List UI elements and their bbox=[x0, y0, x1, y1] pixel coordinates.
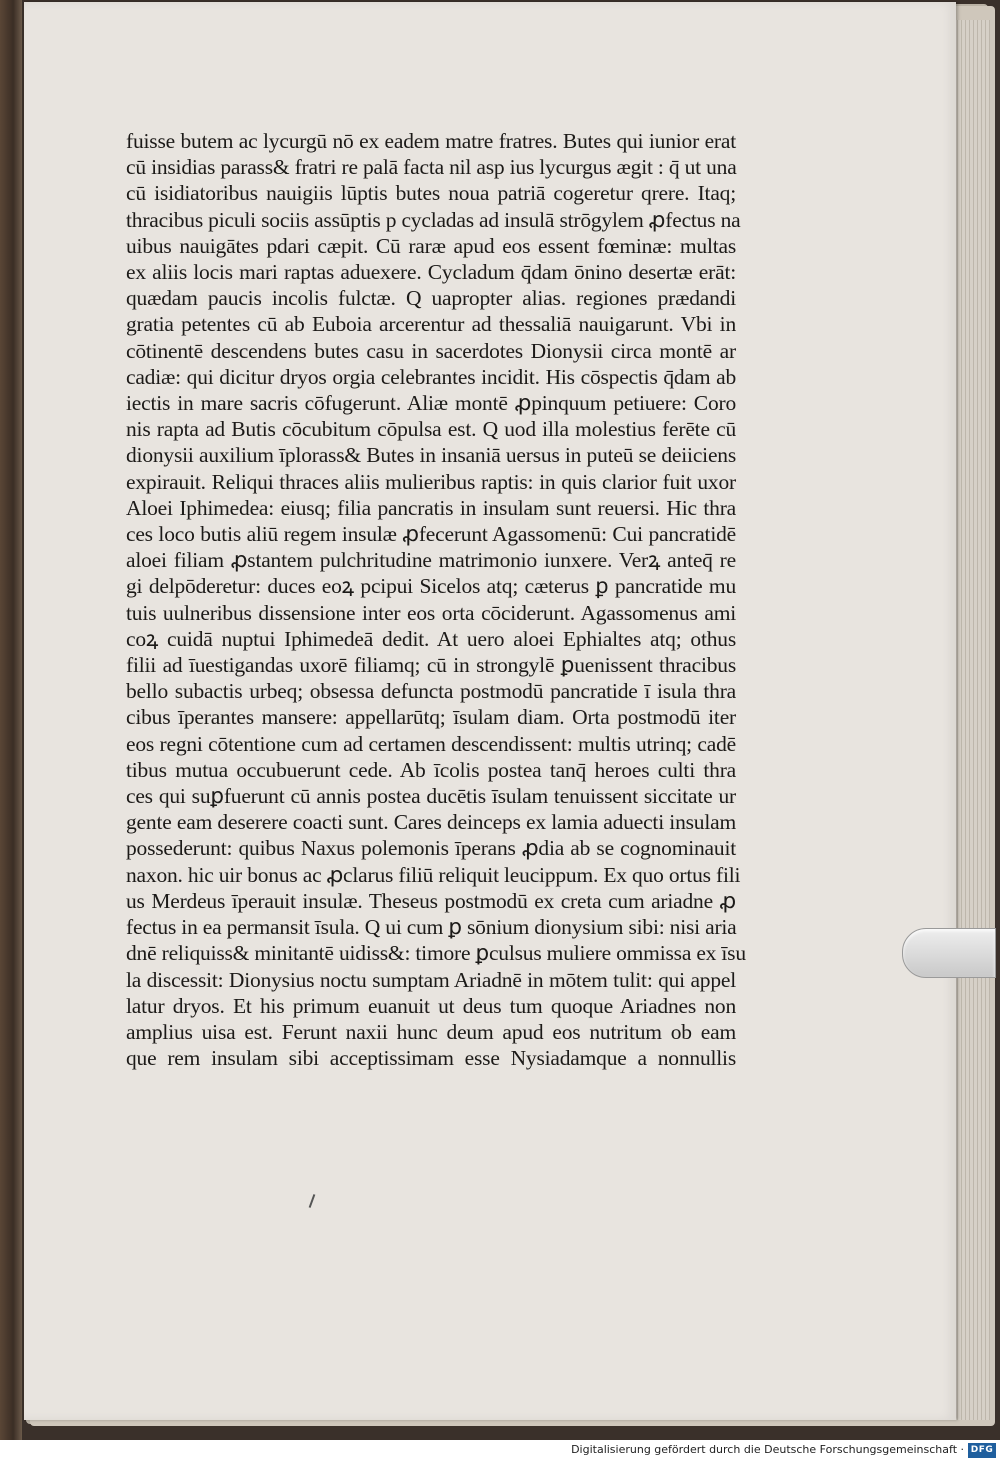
text-line: gratia petentes cū ab Euboia arcerentur ad thessaliā nauigarunt. Vbi in bbox=[126, 312, 736, 337]
text-line: Aloei Iphimedea: eiusq; filia pancratis in insulam sunt reuersi. Hic thra bbox=[126, 495, 736, 520]
text-line: ex aliis locis mari raptas aduexere. Cycladum q̄dam ōnino desertæ erāt: bbox=[126, 260, 736, 285]
text-line: cū insidias parass& fratri re palā facta nil asp ius lycurgus ægit : q̄ ut una bbox=[126, 155, 737, 180]
bookmark-tab bbox=[902, 928, 996, 978]
text-line: fectus in ea permansit īsula. Q ui cum ꝑ sōnium dionysium sibi: nisi aria bbox=[126, 915, 737, 940]
text-line: dionysii auxilium īplorass& Butes in insaniā uersus in puteū se deiiciens bbox=[126, 443, 736, 468]
text-line: gi delpōderetur: duces eoꝝ pcipui Sicelos atq; cæterus ꝑ pancratide mu bbox=[126, 574, 736, 599]
text-line: nis rapta ad Butis cōcubitum cōpulsa est. Q uod illa molestius ferēte cū bbox=[126, 417, 736, 442]
text-line: iectis in mare sacris cōfugerunt. Aliæ montē ꝓpinquum petiuere: Coro bbox=[126, 391, 736, 416]
page-edges bbox=[950, 20, 990, 1420]
text-line: eos regni cōtentione cum ad certamen descendissent: multis utrinq; cadē bbox=[126, 731, 736, 756]
book-binding bbox=[0, 0, 22, 1440]
page-text-block bbox=[126, 128, 746, 1071]
footer-credit: Digitalisierung gefördert durch die Deutsche Forschungsgemeinschaft · bbox=[571, 1443, 964, 1456]
text-line: amplius uisa est. Ferunt naxii hunc deum apud eos nutritum ob eam bbox=[126, 1019, 736, 1044]
text-line: cadiæ: qui dicitur dryos orgia celebrantes incidit. His cōspectis q̄dam ab bbox=[126, 364, 736, 389]
dfg-logo-icon: DFG bbox=[968, 1443, 996, 1458]
text-line: ces qui suꝑfuerunt cū annis postea ducētis īsulam tenuissent siccitate ur bbox=[126, 784, 736, 809]
text-line: aloei filiam ꝓstantem pulchritudine matrimonio iunxere. Verꝝ anteq̄ re bbox=[126, 548, 736, 573]
text-line: latur dryos. Et his primum euanuit ut deus tum quoque Ariadnes non bbox=[126, 993, 736, 1018]
text-line: que rem insulam sibi acceptissimam esse Nysiadamque a nonnullis bbox=[126, 1046, 736, 1071]
digitization-footer bbox=[0, 1440, 1000, 1462]
text-line: cōtinentē descendens butes casu in sacerdotes Dionysii circa montē ar bbox=[126, 338, 736, 363]
text-line: quædam paucis incolis fulctæ. Q uapropter alias. regiones prædandi bbox=[126, 286, 736, 311]
text-line: expirauit. Reliqui thraces aliis mulieribus raptis: in quis clarior fuit uxor bbox=[126, 469, 736, 494]
text-line: tibus mutua occubuerunt cede. Ab īcolis postea tanq̄ heroes culti thra bbox=[126, 757, 736, 782]
text-line: coꝝ cuidā nuptui Iphimedeā dedit. At uero aloei Ephialtes atq; othus bbox=[126, 626, 736, 651]
text-line: cibus īperantes mansere: appellarūtq; īsulam diam. Orta postmodū iter bbox=[126, 705, 736, 730]
text-line: tuis uulneribus dissensione inter eos orta cōciderunt. Agassomenus ami bbox=[126, 600, 736, 625]
text-line: us Merdeus īperauit insulæ. Theseus postmodū ex creta cum ariadne ꝓ bbox=[126, 888, 736, 913]
text-line: filii ad īuestigandas uxorē filiamq; cū in strongylē ꝑuenissent thracibus bbox=[126, 653, 736, 678]
text-line: possederunt: quibus Naxus polemonis īperans ꝓdia ab se cognominauit bbox=[126, 836, 736, 861]
text-line: cū isidiatoribus nauigiis lūptis butes noua patriā cogeretur qrere. Itaq; bbox=[126, 181, 736, 206]
text-line: naxon. hic uir bonus ac ꝓclarus filiū reliquit leucippum. Ex quo ortus fili bbox=[126, 862, 741, 887]
text-line: bello subactis urbeq; obsessa defuncta postmodū pancratide ī isula thra bbox=[126, 679, 736, 704]
text-line: ces loco butis aliū regem insulæ ꝓfecerunt Agassomenū: Cui pancratidē bbox=[126, 522, 736, 547]
text-line: dnē reliquiss& minitantē uidiss&: timore ꝑculsus muliere ommissa ex īsu bbox=[126, 941, 746, 966]
text-line: la discessit: Dionysius noctu sumptam Ariadnē in mōtem tulit: qui appel bbox=[126, 967, 736, 992]
text-line: gente eam deserere coacti sunt. Cares deinceps ex lamia aduecti insulam bbox=[126, 810, 736, 835]
text-line: fuisse butem ac lycurgū nō ex eadem matre fratres. Butes qui iunior erat bbox=[126, 129, 736, 153]
text-line: uibus nauigātes pdari cæpit. Cū raræ apud eos essent fœminæ: multas bbox=[126, 233, 736, 258]
text-line: thracibus piculi sociis assūptis p cycladas ad insulā strōgylem ꝓfectus na bbox=[126, 207, 741, 232]
